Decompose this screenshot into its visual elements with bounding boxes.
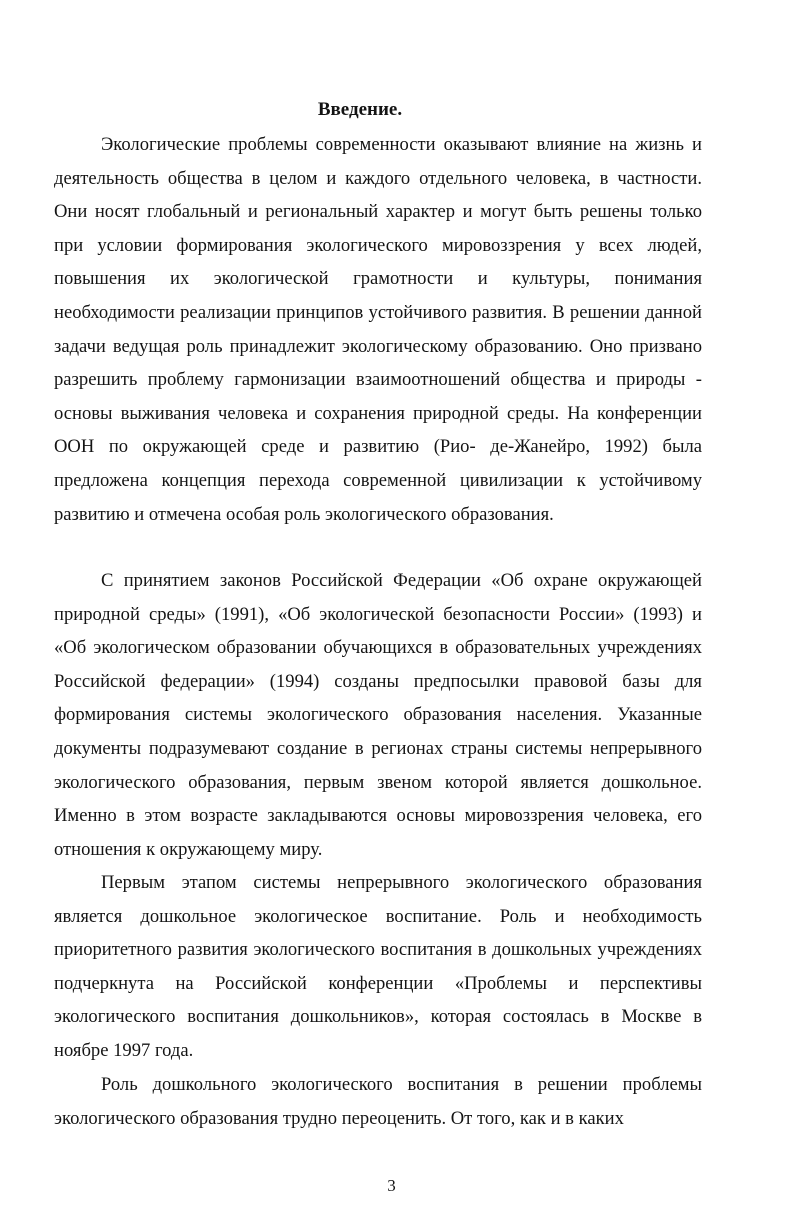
paragraph-4: Роль дошкольного экологического воспитания в решении проблемы экологического образования трудно переоценить. От того, как и в каких xyxy=(54,1074,702,1129)
page-number: 3 xyxy=(387,1176,396,1195)
document-title: Введение. xyxy=(317,99,403,120)
paragraph-2: С принятием законов Российской Федерации «Об охране окружающей природной среды» (1991), «Об экологической безопасности России» (1993) и «Об экологическом образовании обучающихся в образовательных учреждениях Российской федерации» (1994) созданы предпосылки правовой базы для формирования системы экологического образования населения. Указанные документы подразумевают создание в регионах страны системы непрерывного экологического образования, первым звеном которой является дошкольное. Именно в этом возрасте закладываются основы мировоззрения человека, его отношения к окружающему миру. xyxy=(54,570,702,860)
paragraph-1: Экологические проблемы современности оказывают влияние на жизнь и деятельность общества в целом и каждого отдельного человека, в частности. Они носят глобальный и региональный характер и могут быть решены только при условии формирования экологического мировоззрения у всех людей, повышения их экологической грамотности и культуры, понимания необходимости реализации принципов устойчивого развития. В решении данной задачи ведущая роль принадлежит экологическому образованию. Оно призвано разрешить проблему гармонизации взаимоотношений общества и природы - основы выживания человека и сохранения природной среды. На конференции ООН по окружающей среде и развитию (Рио- де-Жанейро, 1992) была предложена концепция перехода современной цивилизации к устойчивому развитию и отмечена особая роль экологического образования. xyxy=(54,134,702,525)
paragraph-3: Первым этапом системы непрерывного экологического образования является дошкольное экологическое воспитание. Роль и необходимость приоритетного развития экологического воспитания в дошкольных учреждениях подчеркнута на Российской конференции «Проблемы и перспективы экологического воспитания дошкольников», которая состоялась в Москве в ноябре 1997 года. xyxy=(54,872,702,1061)
